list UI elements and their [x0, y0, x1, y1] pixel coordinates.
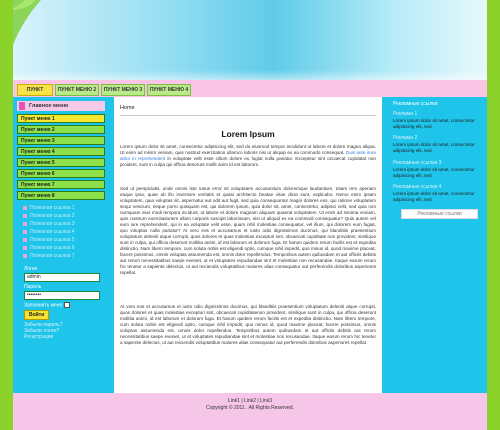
bullet-icon	[23, 214, 27, 218]
bullet-icon	[23, 246, 27, 250]
ad-block[interactable]: Рекламные ссылки 4 Lorem ipsum dolor sit amet, consectetur adipisicing elit, sed	[393, 184, 475, 202]
paragraph-2: Sed ut perspiciatis, unde omnis iste natus error sit voluptatem accusantium doloremque laudantium, totam rem aperiam eaque ipsa, quae ab illo inventore veritatis et quasi architecto beatae vitae dicta sunt, explicabo. Nemo enim ipsam voluptatem, quia voluptas sit, aspernatur aut odit aut fugit, sed quia consequuntur magni dolores eos, qui ratione voluptatem sequi nesciunt, neque porro quisquam est, qui dolorem ipsum, quia dolor sit, amet, consectetur, adipisci velit, sed quia non numquam eius modi tempora incidunt, ut labore et dolore magnam aliquam quaerat voluptatem. Ut enim ad minima veniam, quis nostrum exercitationem ullam corporis suscipit laboriosam, nisi ut aliquid ex ea commodi consequatur? Quis autem vel eum iure reprehenderit, qui in ea voluptate velit esse, quam nihil molestiae consequatur, vel illum, qui dolorem eum fugiat, quo voluptas nulla pariatur? At vero eos et accusamus et iusto odio dignissimos ducimus, qui blanditiis praesentium voluptatum deleniti atque corrupti, quos dolores et quas molestias excepturi sint, obcaecati cupiditate non provident, similique sunt in culpa, qui officia deserunt mollitia animi, id est laborum et dolorum fuga. Et harum quidem rerum facilis est et expedita distinctio. Nam libero tempore, cum soluta nobis est eligendi optio, cumque nihil impedit, quo minus id, quod maxime placeat, facere possimus, omnis voluptas assumenda est, omnis dolor repellendus. Temporibus autem quibusdam et aut officiis debitis aut rerum necessitatibus saepe eveniet, ut et voluptates repudiandae sint et molestiae non recusandae. Itaque earum rerum hic tenetur a sapiente delectus, ut aut reiciendis voluptatibus maiores alias consequatur aut perferendis doloribus asperiores repellat.	[120, 186, 376, 275]
login-label: Логин	[24, 266, 38, 272]
register-link[interactable]: Регистрация	[24, 334, 54, 341]
sidebar-item-3[interactable]: Пункт меню 3	[17, 136, 105, 145]
sidebar-item-5[interactable]: Пункт меню 5	[17, 158, 105, 167]
useful-link[interactable]: Полезная ссылка 2	[23, 212, 75, 220]
useful-link[interactable]: Полезная ссылка 7	[23, 252, 75, 260]
useful-links	[23, 204, 75, 260]
sidebar-item-1[interactable]: Пункт меню 1	[17, 114, 105, 123]
sidebar-item-4[interactable]: Пункт меню 4	[17, 147, 105, 156]
top-menu-item-1[interactable]: ПУНКТ	[17, 84, 53, 96]
leaf-decoration-icon	[13, 0, 53, 60]
page-title: Lorem Ipsum	[221, 129, 275, 139]
remember-row	[24, 302, 102, 308]
bullet-icon	[23, 238, 27, 242]
top-menu-item-2[interactable]: ПУНКТ МЕНЮ 2	[55, 84, 99, 96]
login-button[interactable]: Войти	[24, 310, 49, 320]
ad-block[interactable]: Реклама 1 Lorem ipsum dolor sit amet, consectetur adipisicing elit, sed	[393, 111, 475, 129]
divider	[120, 115, 376, 116]
password-label: Пароль	[24, 284, 42, 290]
menu-marker-icon	[19, 102, 25, 110]
sidebar-item-8[interactable]: Пункт меню 8	[17, 191, 105, 200]
breadcrumb[interactable]: Home	[120, 105, 135, 111]
sidebar-item-6[interactable]: Пункт меню 6	[17, 169, 105, 178]
bullet-icon	[23, 230, 27, 234]
right-sidebar	[388, 97, 487, 393]
bullet-icon	[23, 206, 27, 210]
ads-heading: Рекламные ссылки:	[393, 101, 439, 107]
footer-links[interactable]: Link1 | Link2 | Link3	[227, 398, 272, 404]
paragraph-3: At vero eos et accusamus et iusto odio dignissimos ducimus, qui blanditiis praesentium voluptatum deleniti atque corrupti, quos dolores et quas molestias excepturi sint, obcaecati cupiditatenon provident, similique sunt in culpa, qui officia deserunt mollitia animi, id est laborum et dolorum fuga. Et harum quidem rerum facilis est et expedita distinctio. Nam libero tempore, cum soluta nobis est eligendi optio, cumque nihil impedit, quo minus id, quod maxime placeat, facere possimus, omnis voluptas assumenda est, omnis dolor repellendus. Temporibus autem quibusdam et aut officiis debitis aut rerum necessitatibus saepe eveniet, ut et voluptates repudiandae sint et molestiae non recusandae. Itaque earum rerum hic tenetur a sapiente delectus, ut aut reiciendis voluptatibus maiores alias consequatur aut perferendis doloribus asperiores repellat.	[120, 304, 376, 345]
password-input[interactable]: ••••••••	[24, 291, 100, 300]
forgot-password-link[interactable]: Забыли пароль?	[24, 322, 63, 329]
left-sidebar	[13, 97, 109, 393]
bullet-icon	[23, 254, 27, 258]
account-links	[24, 322, 102, 340]
sidebar-item-2[interactable]: Пункт меню 2	[17, 125, 105, 134]
login-form	[24, 266, 102, 340]
main-content	[114, 97, 382, 393]
login-input[interactable]: admin	[24, 273, 100, 282]
useful-link[interactable]: Полезная ссылка 6	[23, 244, 75, 252]
bullet-icon	[23, 222, 27, 226]
top-menu-item-3[interactable]: ПУНКТ МЕНЮ 3	[101, 84, 145, 96]
useful-link[interactable]: Полезная ссылка 5	[23, 236, 75, 244]
sidebar-heading-label: Главное меню	[29, 103, 69, 109]
top-menu-item-4[interactable]: ПУНКТ МЕНЮ 4	[147, 84, 191, 96]
ad-block[interactable]: Реклама 2 Lorem ipsum dolor sit amet, consectetur adipisicing elit, sed	[393, 135, 475, 153]
useful-link[interactable]: Полезная ссылка 4	[23, 228, 75, 236]
sidebar-heading	[17, 101, 105, 111]
header-banner	[13, 0, 487, 80]
copyright: Copyright © 2011 . All Rights Reserved.	[206, 405, 294, 411]
forgot-login-link[interactable]: Забыли логин?	[24, 328, 60, 335]
remember-label: Запомнить меня	[24, 302, 63, 309]
top-navigation	[13, 80, 487, 97]
paragraph-1: Lorem ipsum dolor sit amet, consectetur adipisicing elit, sed do eiusmod tempor incididunt ut labore et dolore magna aliqua. Ut enim ad minim veniam, quis nostrud exercitation ullamco laboris nisi ut aliquip ex ea commodo consequat. Duis aute irure dolor in reprehenderit in voluptate velit esse cillum dolore eu fugiat nulla pariatur. Excepteur sint occaecat cupidatat non proident, sunt in culpa qui officia deserunt mollit anim id est laborum.	[120, 144, 377, 167]
useful-link[interactable]: Полезная ссылка 1	[23, 204, 75, 212]
ads-button[interactable]: Рекламные ссылки	[401, 209, 478, 219]
inline-link[interactable]: Duis aute irure dolor in reprehenderit	[120, 150, 377, 161]
useful-link[interactable]: Полезная ссылка 3	[23, 220, 75, 228]
remember-checkbox[interactable]	[64, 302, 70, 308]
footer	[13, 393, 487, 430]
ad-block[interactable]: Рекламные ссылки 3 Lorem ipsum dolor sit amet, consectetur adipisicing elit, sed	[393, 160, 475, 178]
sidebar-item-7[interactable]: Пункт меню 7	[17, 180, 105, 189]
